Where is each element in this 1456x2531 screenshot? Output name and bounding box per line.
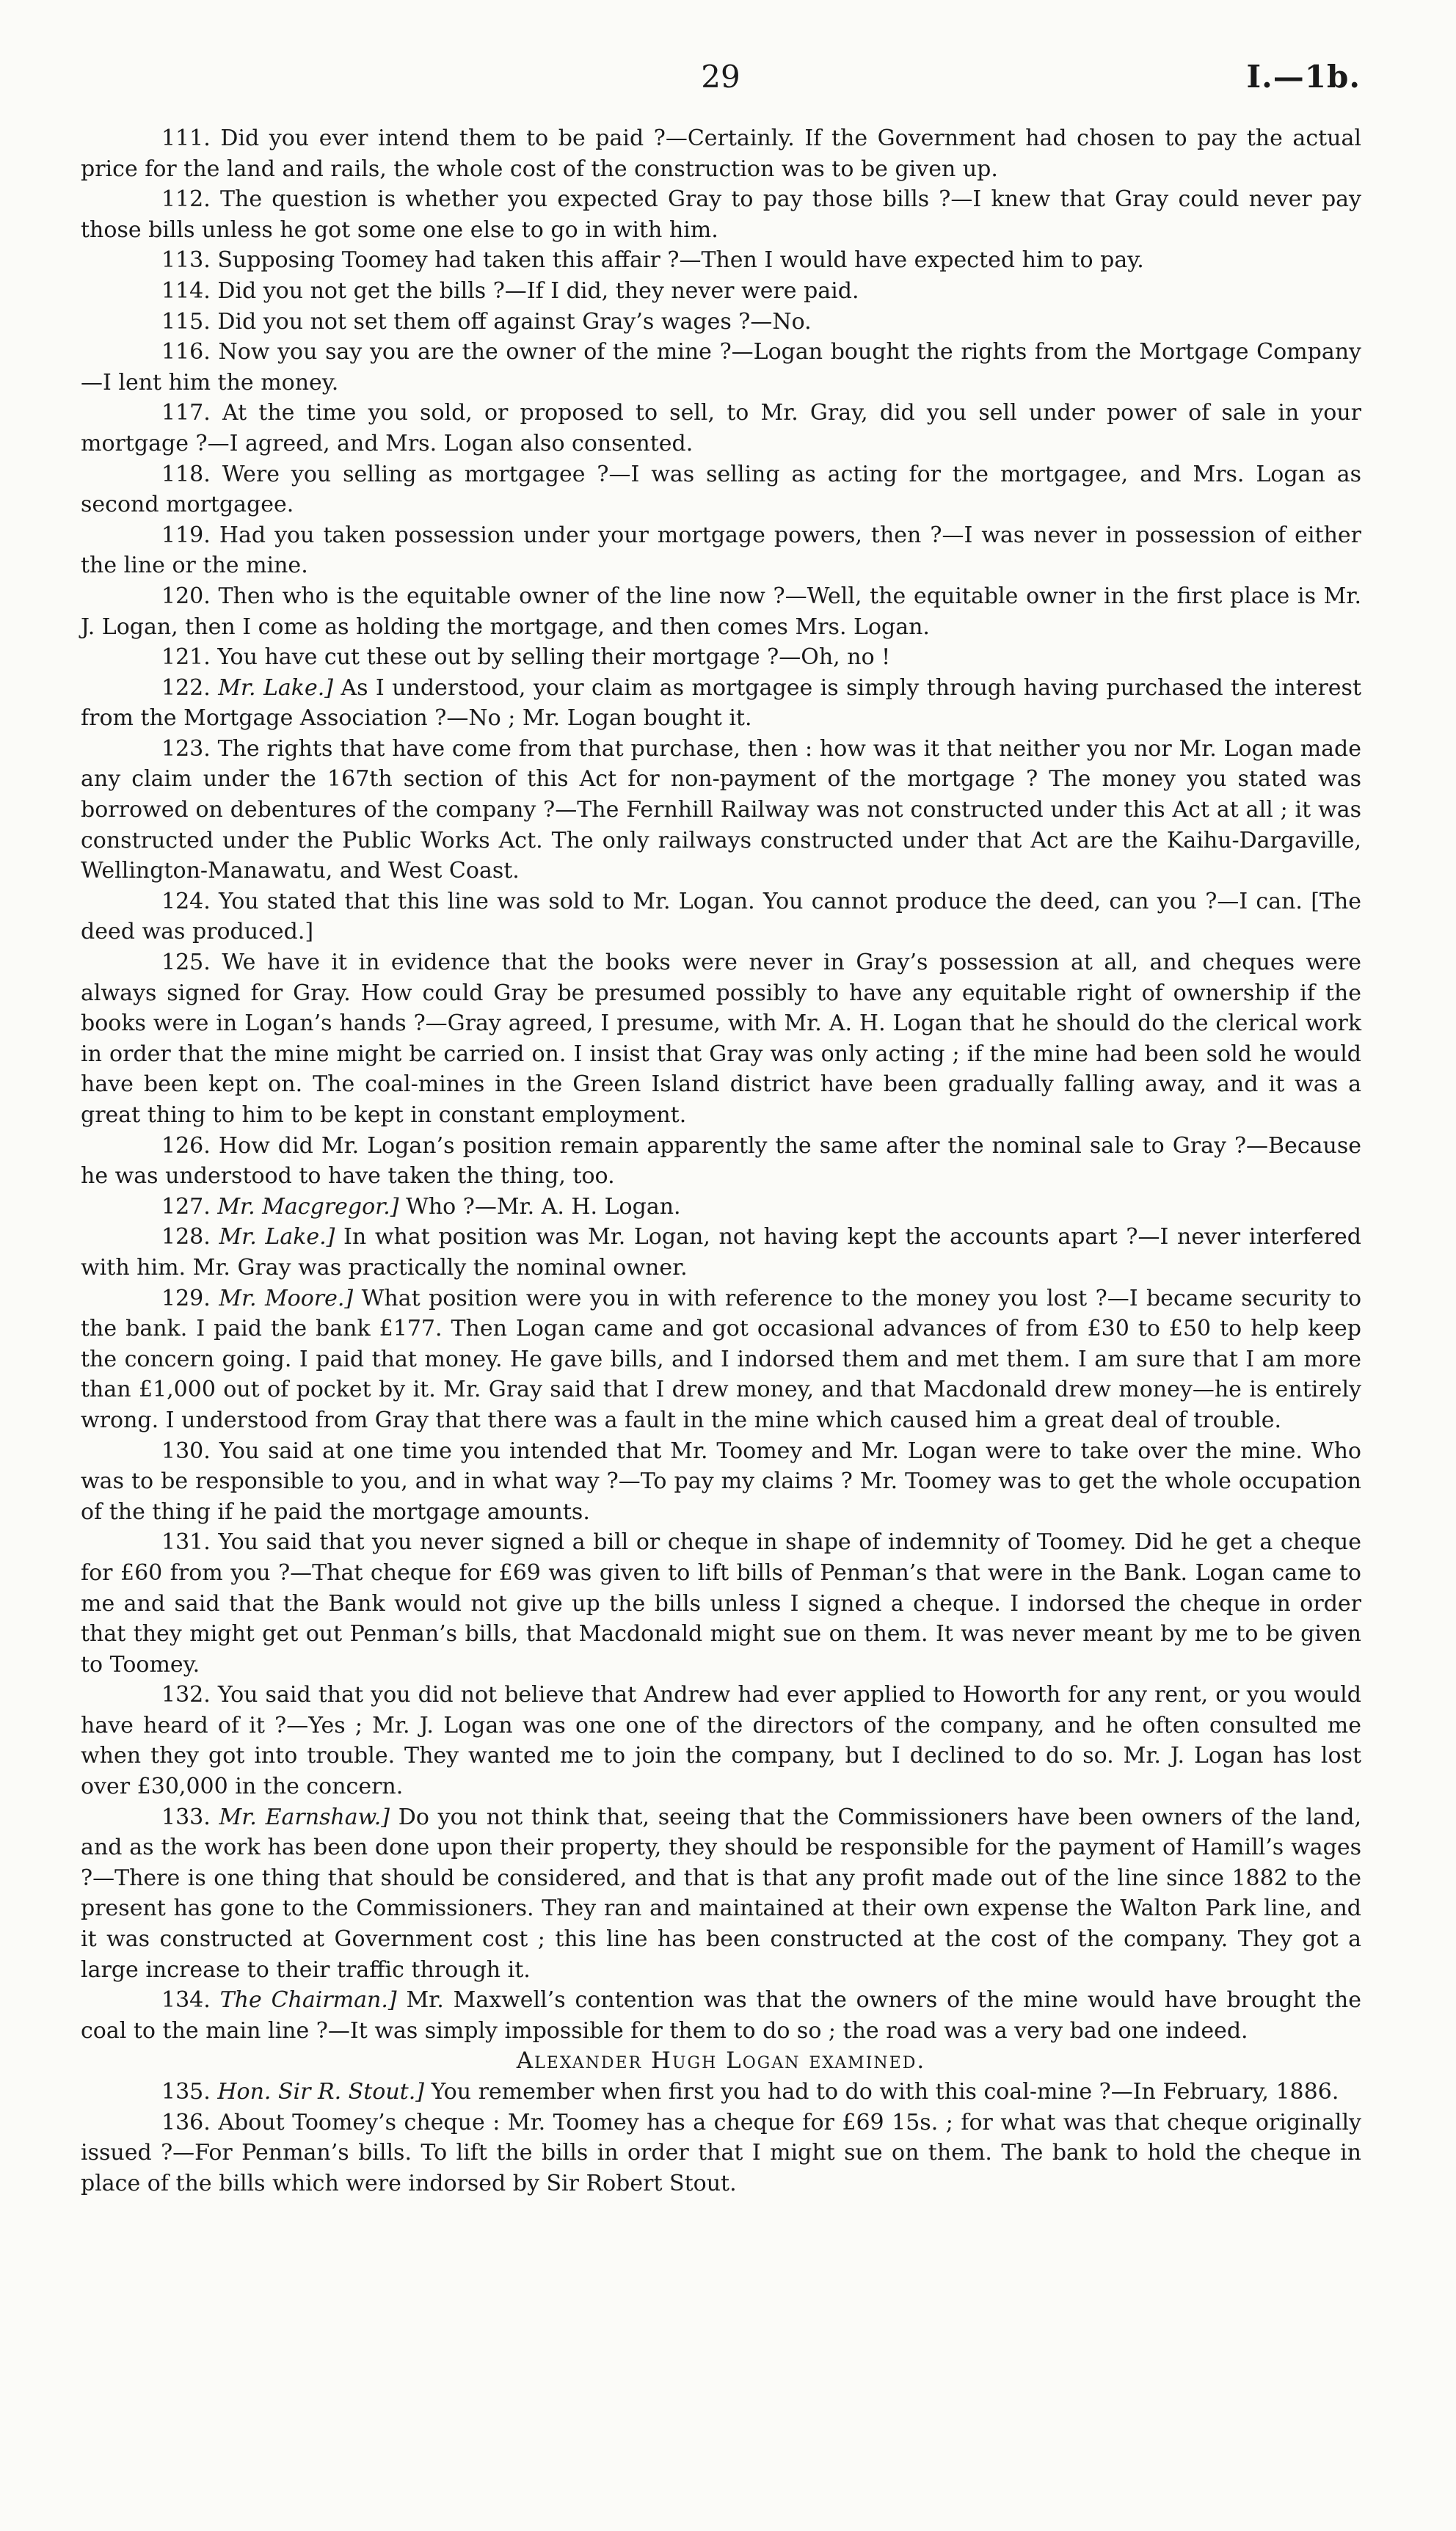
- question-paragraph: [81, 184, 1361, 245]
- question-number: 132.: [161, 1682, 211, 1708]
- question-number: 111.: [161, 125, 211, 151]
- speaker-name: The Chairman.]: [219, 1987, 397, 2014]
- question-text: In what position was Mr. Logan, not having kept the accounts apart ?—I never interfered with him. Mr. Gray was practically the nominal owner.: [81, 1224, 1361, 1281]
- question-paragraph: [81, 2108, 1361, 2199]
- question-number: 134.: [161, 1987, 211, 2014]
- question-paragraph: [81, 1802, 1361, 1986]
- question-text: About Toomey’s cheque : Mr. Toomey has a cheque for £69 15s. ; for what was that cheque originally issued ?—For Penman’s bills. To lift the bills in order that I might sue on them. The bank to hold the cheque in place of the bills which were indorsed by Sir Robert Stout.: [81, 2109, 1361, 2196]
- question-text: We have it in evidence that the books were never in Gray’s possession at all, and cheques were always signed for Gray. How could Gray be presumed possibly to have any equitable right of ownership if the books were in Logan’s hands ?—Gray agreed, I presume, with Mr. A. H. Logan that he should do the clerical work in order that the mine might be carried on. I insist that Gray was only acting ; if the mine had been sold he would have been kept on. The coal-mines in the Green Island district have been gradually falling away, and it was a great thing to him to be kept in constant employment.: [81, 950, 1361, 1128]
- question-number: 125.: [161, 950, 211, 976]
- question-paragraph: [81, 1985, 1361, 2046]
- question-number: 115.: [161, 308, 211, 335]
- document-reference: I.—1b.: [1246, 59, 1361, 95]
- question-text: The question is whether you expected Gray to pay those bills ?—I knew that Gray could never pay those bills unless he got some one else to go in with him.: [81, 186, 1361, 243]
- question-number: 112.: [161, 186, 211, 213]
- question-paragraph: [81, 886, 1361, 947]
- question-text: The rights that have come from that purchase, then : how was it that neither you nor Mr. Logan made any claim under the 167th section of this Act for non-payment of the mortgage ? The money you stated was borrowed on debentures of the company ?—The Fernhill Railway was not constructed under this Act at all ; it was constructed under the Public Works Act. The only railways constructed under that Act are the Kaihu-Dargaville, Wellington-Manawatu, and West Coast.: [81, 735, 1361, 884]
- speaker-name: Mr. Macgregor.]: [217, 1193, 399, 1220]
- question-text: Did you not get the bills ?—If I did, they never were paid.: [217, 277, 859, 304]
- evidence-group-b: [81, 2077, 1361, 2199]
- question-text: Now you say you are the owner of the mine ?—Logan bought the rights from the Mortgage Company—I lent him the money.: [81, 339, 1361, 396]
- question-paragraph: [81, 1527, 1361, 1680]
- question-paragraph: [81, 1680, 1361, 1802]
- question-paragraph: [81, 1436, 1361, 1528]
- question-number: 135.: [161, 2079, 211, 2105]
- question-text: Did you not set them off against Gray’s wages ?—No.: [217, 308, 812, 335]
- speaker-name: Mr. Moore.]: [219, 1285, 354, 1311]
- question-paragraph: [81, 734, 1361, 886]
- question-paragraph: [81, 673, 1361, 734]
- question-text: How did Mr. Logan’s position remain apparently the same after the nominal sale to Gray ?—Because he was understood to have taken the thing, too.: [81, 1132, 1361, 1190]
- question-number: 118.: [161, 461, 211, 487]
- question-paragraph: [81, 2077, 1361, 2108]
- question-number: 116.: [161, 339, 211, 365]
- question-paragraph: [81, 123, 1361, 184]
- question-text: Then who is the equitable owner of the line now ?—Well, the equitable owner in the first place is Mr. J. Logan, then I come as holding the mortgage, and then comes Mrs. Logan.: [81, 583, 1361, 640]
- question-number: 122.: [161, 674, 211, 701]
- question-paragraph: [81, 1222, 1361, 1283]
- speaker-name: Mr. Earnshaw.]: [219, 1804, 390, 1830]
- question-number: 127.: [161, 1193, 211, 1220]
- evidence-group-a: [81, 123, 1361, 2046]
- question-text: Who ?—Mr. A. H. Logan.: [405, 1193, 681, 1220]
- question-number: 123.: [161, 735, 211, 762]
- question-paragraph: [81, 1192, 1361, 1223]
- question-paragraph: [81, 581, 1361, 642]
- question-number: 120.: [161, 583, 211, 609]
- witness-heading: Alexander Hugh Logan examined.: [516, 2047, 926, 2075]
- question-paragraph: [81, 642, 1361, 673]
- page-number: 29: [701, 59, 740, 95]
- question-number: 128.: [161, 1224, 211, 1250]
- question-text: Do you not think that, seeing that the Commissioners have been owners of the land, and as the work has been done upon their property, they should be responsible for the payment of Hamill’s wages ?—There is one thing that should be considered, and that is that any profit made out of the line since 1882 to the present has gone to the Commissioners. They ran and maintained at their own expense the Walton Park line, and it was constructed at Government cost ; this line has been constructed at the cost of the company. They got a large increase to their traffic through it.: [81, 1804, 1361, 1983]
- question-paragraph: [81, 947, 1361, 1131]
- question-number: 124.: [161, 888, 211, 914]
- question-text: Did you ever intend them to be paid ?—Certainly. If the Government had chosen to pay the actual price for the land and rails, the whole cost of the construction was to be given up.: [81, 125, 1361, 182]
- question-text: Supposing Toomey had taken this affair ?—Then I would have expected him to pay.: [217, 247, 1144, 274]
- question-paragraph: [81, 337, 1361, 398]
- question-paragraph: [81, 459, 1361, 520]
- question-number: 121.: [161, 644, 211, 671]
- question-paragraph: [81, 245, 1361, 276]
- question-text: You said that you did not believe that Andrew had ever applied to Howorth for any rent, or you would have heard of it ?—Yes ; Mr. J. Logan was one one of the directors of the company, and he often consulted me when they got into trouble. They wanted me to join the company, but I declined to do so. Mr. J. Logan has lost over £30,000 in the concern.: [81, 1682, 1361, 1800]
- question-text: You said that you never signed a bill or cheque in shape of indemnity of Toomey. Did he get a cheque for £60 from you ?—That cheque for £69 was given to lift bills of Penman’s that were in the Bank. Logan came to me and said that the Bank would not give up the bills unless I signed a cheque. I indorsed the cheque in order that they might get out Penman’s bills, that Macdonald might sue on them. It was never meant by me to be given to Toomey.: [81, 1529, 1361, 1678]
- question-text: You have cut these out by selling their mortgage ?—Oh, no !: [217, 644, 891, 671]
- speaker-name: Mr. Lake.]: [219, 1224, 335, 1250]
- question-number: 131.: [161, 1529, 211, 1556]
- question-text: You remember when first you had to do with this coal-mine ?—In February, 1886.: [431, 2079, 1339, 2105]
- question-number: 133.: [161, 1804, 211, 1830]
- question-number: 130.: [161, 1438, 211, 1464]
- question-number: 136.: [161, 2109, 211, 2135]
- question-number: 129.: [161, 1285, 211, 1311]
- question-paragraph: [81, 307, 1361, 338]
- question-number: 113.: [161, 247, 211, 274]
- question-paragraph: [81, 1283, 1361, 1436]
- question-text: Were you selling as mortgagee ?—I was selling as acting for the mortgagee, and Mrs. Logan as second mortgagee.: [81, 461, 1361, 518]
- page-header: [81, 59, 1361, 110]
- speaker-name: Mr. Lake.]: [218, 674, 333, 701]
- question-text: As I understood, your claim as mortgagee is simply through having purchased the interest from the Mortgage Association ?—No ; Mr. Logan bought it.: [81, 674, 1361, 732]
- question-number: 126.: [161, 1132, 211, 1159]
- speaker-name: Hon. Sir R. Stout.]: [217, 2079, 424, 2105]
- question-text: What position were you in with reference to the money you lost ?—I became security to the bank. I paid the bank £177. Then Logan came and got occasional advances of from £30 to £50 to help keep the concern going. I paid that money. He gave bills, and I indorsed them and met them. I am sure that I am more than £1,000 out of pocket by it. Mr. Gray said that I drew money, and that Macdonald drew money—he is entirely wrong. I understood from Gray that there was a fault in the mine which caused him a great deal of trouble.: [81, 1285, 1362, 1433]
- question-paragraph: [81, 1131, 1361, 1192]
- question-number: 114.: [161, 277, 211, 304]
- minutes-of-evidence: [81, 123, 1361, 2199]
- question-number: 119.: [161, 522, 211, 548]
- question-paragraph: [81, 398, 1361, 459]
- question-text: You stated that this line was sold to Mr. Logan. You cannot produce the deed, can you ?—I can. [The deed was produced.]: [81, 888, 1361, 945]
- question-number: 117.: [161, 400, 211, 426]
- question-text: Mr. Maxwell’s contention was that the owners of the mine would have brought the coal to the main line ?—It was simply impossible for them to do so ; the road was a very bad one indeed.: [81, 1987, 1361, 2044]
- question-paragraph: [81, 520, 1361, 581]
- question-text: At the time you sold, or proposed to sell, to Mr. Gray, did you sell under power of sale in your mortgage ?—I agreed, and Mrs. Logan also consented.: [81, 400, 1361, 456]
- question-paragraph: [81, 276, 1361, 307]
- question-text: You said at one time you intended that Mr. Toomey and Mr. Logan were to take over the mine. Who was to be responsible to you, and in what way ?—To pay my claims ? Mr. Toomey was to get the whole occupation of the thing if he paid the mortgage amounts.: [81, 1438, 1361, 1525]
- question-text: Had you taken possession under your mortgage powers, then ?—I was never in possession of either the line or the mine.: [81, 522, 1361, 579]
